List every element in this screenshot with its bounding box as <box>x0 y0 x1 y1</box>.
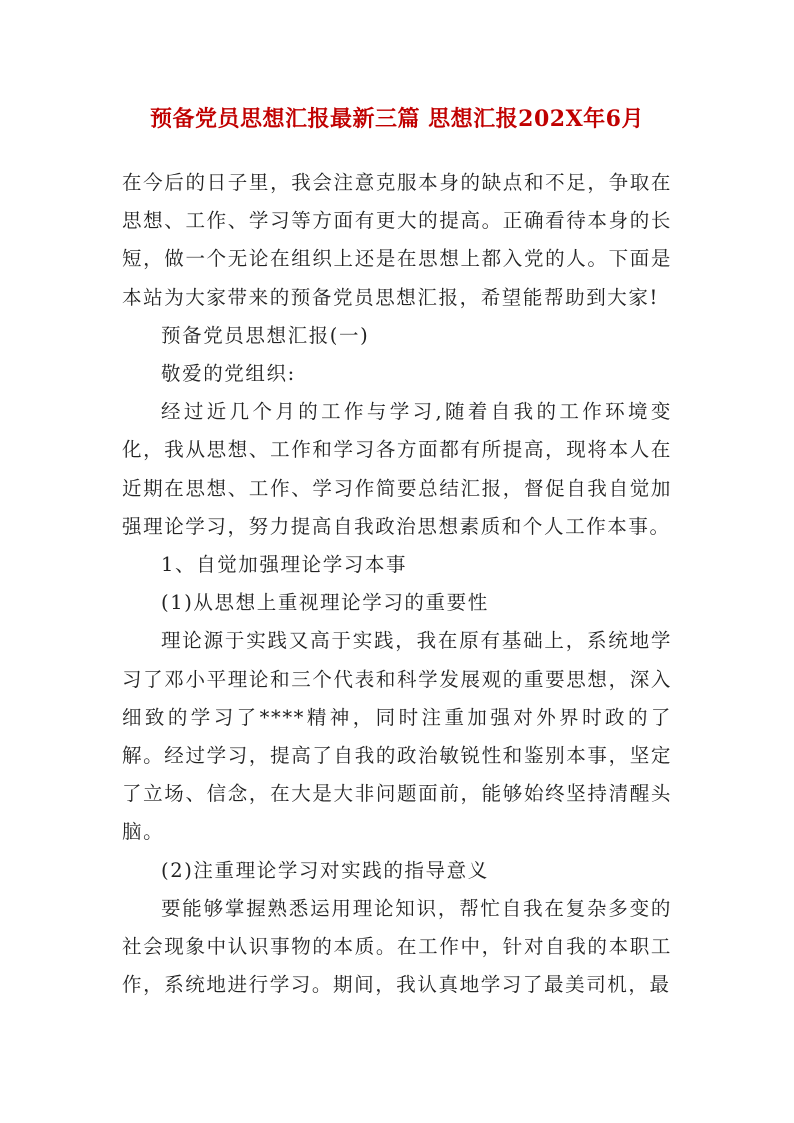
paragraph: 在今后的日子里，我会注意克服本身的缺点和不足，争取在思想、工作、学习等方面有更大的提高。正确看待本身的长短，做一个无论在组织上还是在思想上都入党的人。下面是本站为大家带来的预备党员思想汇报，希望能帮助到大家! <box>122 171 672 309</box>
paragraph: 经过近几个月的工作与学习,随着自我的工作环境变化，我从思想、工作和学习各方面都有所提高，现将本人在近期在思想、工作、学习作简要总结汇报，督促自我自觉加强理论学习，努力提高自我政治思想素质和个人工作本事。 <box>122 400 672 538</box>
paragraph: 敬爱的党组织: <box>161 362 296 386</box>
paragraph: 1、自觉加强理论学习本事 <box>161 553 408 577</box>
paragraph: 理论源于实践又高于实践，我在原有基础上，系统地学习了邓小平理论和三个代表和科学发展观的重要思想，深入细致的学习了****精神，同时注重加强对外界时政的了解。经过学习，提高了自我的政治敏锐性和鉴别本事，坚定了立场、信念，在大是大非问题面前，能够始终坚持清醒头脑。 <box>122 629 672 844</box>
paragraph: (2)注重理论学习对实践的指导意义 <box>161 858 489 882</box>
document-body <box>122 164 672 1004</box>
document-title: 预备党员思想汇报最新三篇 思想汇报202X年6月 <box>150 106 644 132</box>
paragraph: 预备党员思想汇报(一) <box>161 323 370 347</box>
paragraph: (1)从思想上重视理论学习的重要性 <box>161 591 489 615</box>
paragraph: 要能够掌握熟悉运用理论知识，帮忙自我在复杂多变的社会现象中认识事物的本质。在工作中，针对自我的本职工作，系统地进行学习。期间，我认真地学习了最美司机，最 <box>122 896 672 997</box>
